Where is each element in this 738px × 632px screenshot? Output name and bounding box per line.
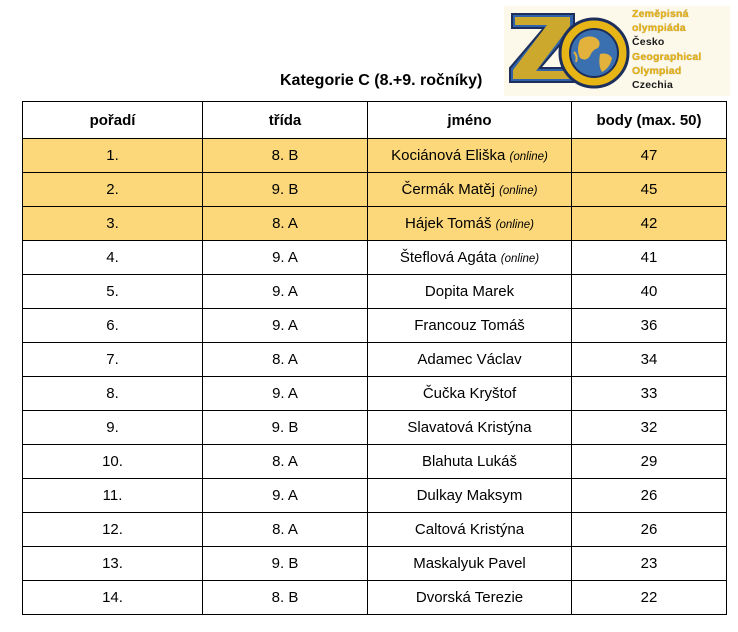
student-name: Čučka Kryštof	[422, 385, 517, 402]
cell-class: 8. A	[203, 343, 368, 377]
cell-class: 9. A	[203, 479, 368, 513]
page-title: Kategorie C (8.+9. ročníky)	[280, 72, 483, 89]
cell-class: 9. A	[203, 241, 368, 275]
cell-points: 26	[572, 479, 727, 513]
cell-name	[368, 479, 572, 513]
student-name: Maskalyuk Pavel	[413, 555, 526, 572]
logo-line-3: Česko	[632, 36, 665, 49]
cell-rank: 3.	[23, 207, 203, 241]
table-row	[23, 581, 727, 615]
cell-class: 8. A	[203, 513, 368, 547]
online-tag: (online)	[509, 151, 548, 163]
cell-name	[368, 309, 572, 343]
cell-rank: 2.	[23, 173, 203, 207]
logo-globe	[560, 19, 628, 87]
student-name: Dvorská Terezie	[415, 589, 524, 606]
cell-class: 8. B	[203, 139, 368, 173]
table-row	[23, 139, 727, 173]
cell-points: 33	[572, 377, 727, 411]
cell-points: 36	[572, 309, 727, 343]
table-row	[23, 445, 727, 479]
student-name: Kociánová Eliška	[391, 147, 506, 164]
table-row	[23, 309, 727, 343]
cell-points: 26	[572, 513, 727, 547]
table-row	[23, 513, 727, 547]
column-header-points: body (max. 50)	[572, 102, 727, 139]
logo-line-1: Zeměpisná	[632, 8, 689, 20]
results-table	[22, 101, 727, 615]
logo-line-4: Geographical	[632, 50, 702, 63]
cell-rank: 1.	[23, 139, 203, 173]
cell-rank: 11.	[23, 479, 203, 513]
logo-text	[632, 7, 702, 92]
table-row	[23, 377, 727, 411]
cell-class: 9. A	[203, 309, 368, 343]
cell-name	[368, 139, 572, 173]
olympiad-logo	[504, 6, 730, 96]
cell-rank: 6.	[23, 309, 203, 343]
logo-line-5: Olympiad	[632, 64, 682, 77]
cell-points: 23	[572, 547, 727, 581]
column-header-name: jméno	[368, 102, 572, 139]
cell-points: 34	[572, 343, 727, 377]
cell-points: 42	[572, 207, 727, 241]
cell-name	[368, 275, 572, 309]
student-name: Šteflová Agáta	[399, 249, 497, 266]
table-row	[23, 207, 727, 241]
cell-name	[368, 377, 572, 411]
online-tag: (online)	[495, 219, 534, 231]
cell-rank: 7.	[23, 343, 203, 377]
cell-class: 8. B	[203, 581, 368, 615]
table-row	[23, 275, 727, 309]
student-name: Caltová Kristýna	[414, 521, 525, 538]
cell-points: 47	[572, 139, 727, 173]
cell-points: 29	[572, 445, 727, 479]
cell-rank: 4.	[23, 241, 203, 275]
cell-rank: 10.	[23, 445, 203, 479]
cell-points: 22	[572, 581, 727, 615]
table-row	[23, 411, 727, 445]
cell-rank: 14.	[23, 581, 203, 615]
student-name: Dopita Marek	[424, 283, 515, 300]
cell-name	[368, 513, 572, 547]
cell-class: 8. A	[203, 445, 368, 479]
cell-points: 40	[572, 275, 727, 309]
cell-class: 9. A	[203, 275, 368, 309]
logo-line-2: olympiáda	[632, 22, 686, 35]
student-name: Hájek Tomáš	[405, 215, 492, 232]
cell-name	[368, 343, 572, 377]
cell-class: 9. B	[203, 173, 368, 207]
cell-points: 45	[572, 173, 727, 207]
zo-logo-icon	[504, 6, 632, 96]
cell-class: 9. B	[203, 411, 368, 445]
cell-name	[368, 241, 572, 275]
table-row	[23, 343, 727, 377]
cell-class: 8. A	[203, 207, 368, 241]
cell-class: 9. B	[203, 547, 368, 581]
cell-name	[368, 411, 572, 445]
online-tag: (online)	[499, 185, 538, 197]
cell-rank: 13.	[23, 547, 203, 581]
cell-points: 41	[572, 241, 727, 275]
column-header-rank: pořadí	[23, 102, 203, 139]
cell-class: 9. A	[203, 377, 368, 411]
cell-name	[368, 445, 572, 479]
student-name: Slavatová Kristýna	[407, 419, 532, 436]
logo-line-6: Czechia	[632, 79, 674, 92]
table-row	[23, 241, 727, 275]
cell-name	[368, 173, 572, 207]
cell-rank: 8.	[23, 377, 203, 411]
cell-rank: 12.	[23, 513, 203, 547]
cell-name	[368, 581, 572, 615]
student-name: Blahuta Lukáš	[421, 453, 518, 470]
cell-points: 32	[572, 411, 727, 445]
online-tag: (online)	[500, 253, 540, 265]
table-header-row	[23, 102, 727, 139]
cell-name	[368, 207, 572, 241]
table-row	[23, 173, 727, 207]
student-name: Dulkay Maksym	[416, 487, 523, 504]
student-name: Adamec Václav	[417, 351, 522, 368]
cell-name	[368, 547, 572, 581]
student-name: Francouz Tomáš	[414, 317, 525, 334]
table-row	[23, 479, 727, 513]
cell-rank: 9.	[23, 411, 203, 445]
cell-rank: 5.	[23, 275, 203, 309]
table-row	[23, 547, 727, 581]
student-name: Čermák Matěj	[401, 181, 495, 198]
column-header-class: třída	[203, 102, 368, 139]
